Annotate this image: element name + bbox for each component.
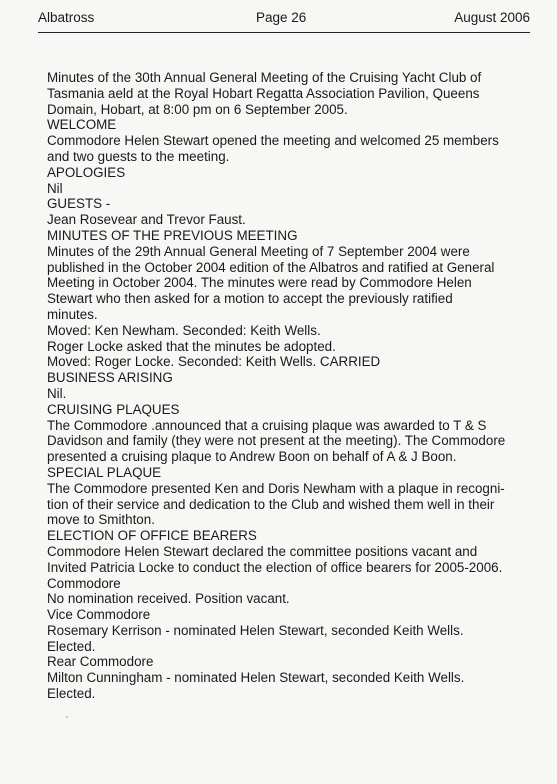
text-line: BUSINESS ARISING: [47, 370, 173, 386]
text-line: Nil.: [47, 385, 67, 401]
text-line: WELCOME: [47, 117, 117, 133]
page-header: [38, 10, 530, 30]
text-line: Commodore: [47, 575, 121, 591]
text-line: Davidson and family (they were not present at the meeting). The Commodore: [47, 433, 506, 449]
text-line: ELECTION OF OFFICE BEARERS: [47, 528, 257, 544]
page-number: Page 26: [256, 10, 307, 25]
text-line: Rear Commodore: [47, 654, 154, 670]
text-line: Vice Commodore: [47, 607, 151, 623]
text-line: presented a cruising plaque to Andrew Boon on behalf of A & J Boon.: [47, 449, 457, 465]
text-line: Domain, Hobart, at 8:00 pm on 6 September 2005.: [47, 101, 348, 117]
text-line: No nomination received. Position vacant.: [47, 591, 290, 607]
text-line: Milton Cunningham - nominated Helen Stewart, seconded Keith Wells.: [47, 670, 465, 686]
text-line: Roger Locke asked that the minutes be adopted.: [47, 338, 336, 354]
text-line: Rosemary Kerrison - nominated Helen Stewart, seconded Keith Wells.: [47, 622, 464, 638]
text-line: Invited Patricia Locke to conduct the election of office bearers for 2005-2006.: [47, 559, 503, 575]
text-line: Moved: Roger Locke. Seconded: Keith Wells. CARRIED: [47, 354, 381, 370]
text-line: Minutes of the 30th Annual General Meeting of the Cruising Yacht Club of: [47, 70, 482, 85]
text-line: Nil: [47, 180, 63, 196]
text-line: Elected.: [47, 686, 96, 702]
minutes-body: [47, 70, 527, 702]
header-divider: [38, 32, 530, 33]
text-line: SPECIAL PLAQUE: [47, 464, 162, 480]
text-line: APOLOGIES: [47, 164, 126, 180]
scan-speck: [66, 716, 68, 718]
text-line: Commodore Helen Stewart opened the meeting and welcomed 25 members: [47, 133, 499, 149]
text-line: move to Smithton.: [47, 512, 155, 528]
text-line: Stewart who then asked for a motion to accept the previously ratified: [47, 291, 453, 307]
text-line: Elected.: [47, 638, 96, 654]
text-line: MINUTES OF THE PREVIOUS MEETING: [47, 227, 298, 243]
issue-date: August 2006: [454, 10, 530, 25]
text-line: Commodore Helen Stewart declared the committee positions vacant and: [47, 543, 478, 559]
publication-title: Albatross: [38, 10, 95, 25]
text-line: and two guests to the meeting.: [47, 148, 230, 164]
text-line: Meeting in October 2004. The minutes were read by Commodore Helen: [47, 275, 472, 291]
text-line: The Commodore presented Ken and Doris Newham with a plaque in recogni-: [47, 480, 505, 496]
text-line: The Commodore .announced that a cruising plaque was awarded to T & S: [47, 417, 487, 433]
text-line: published in the October 2004 edition of the Albatros and ratified at General: [47, 259, 495, 275]
text-line: Tasmania aeld at the Royal Hobart Regatta Association Pavilion, Queens: [47, 85, 480, 101]
text-line: Moved: Ken Newham. Seconded: Keith Wells.: [47, 322, 321, 338]
text-line: tion of their service and dedication to the Club and wished them well in their: [47, 496, 495, 512]
text-line: CRUISING PLAQUES: [47, 401, 180, 417]
text-line: Minutes of the 29th Annual General Meeting of 7 September 2004 were: [47, 243, 470, 259]
text-line: minutes.: [47, 306, 98, 322]
text-line: Jean Rosevear and Trevor Faust.: [47, 212, 246, 228]
text-line: GUESTS -: [47, 196, 111, 212]
